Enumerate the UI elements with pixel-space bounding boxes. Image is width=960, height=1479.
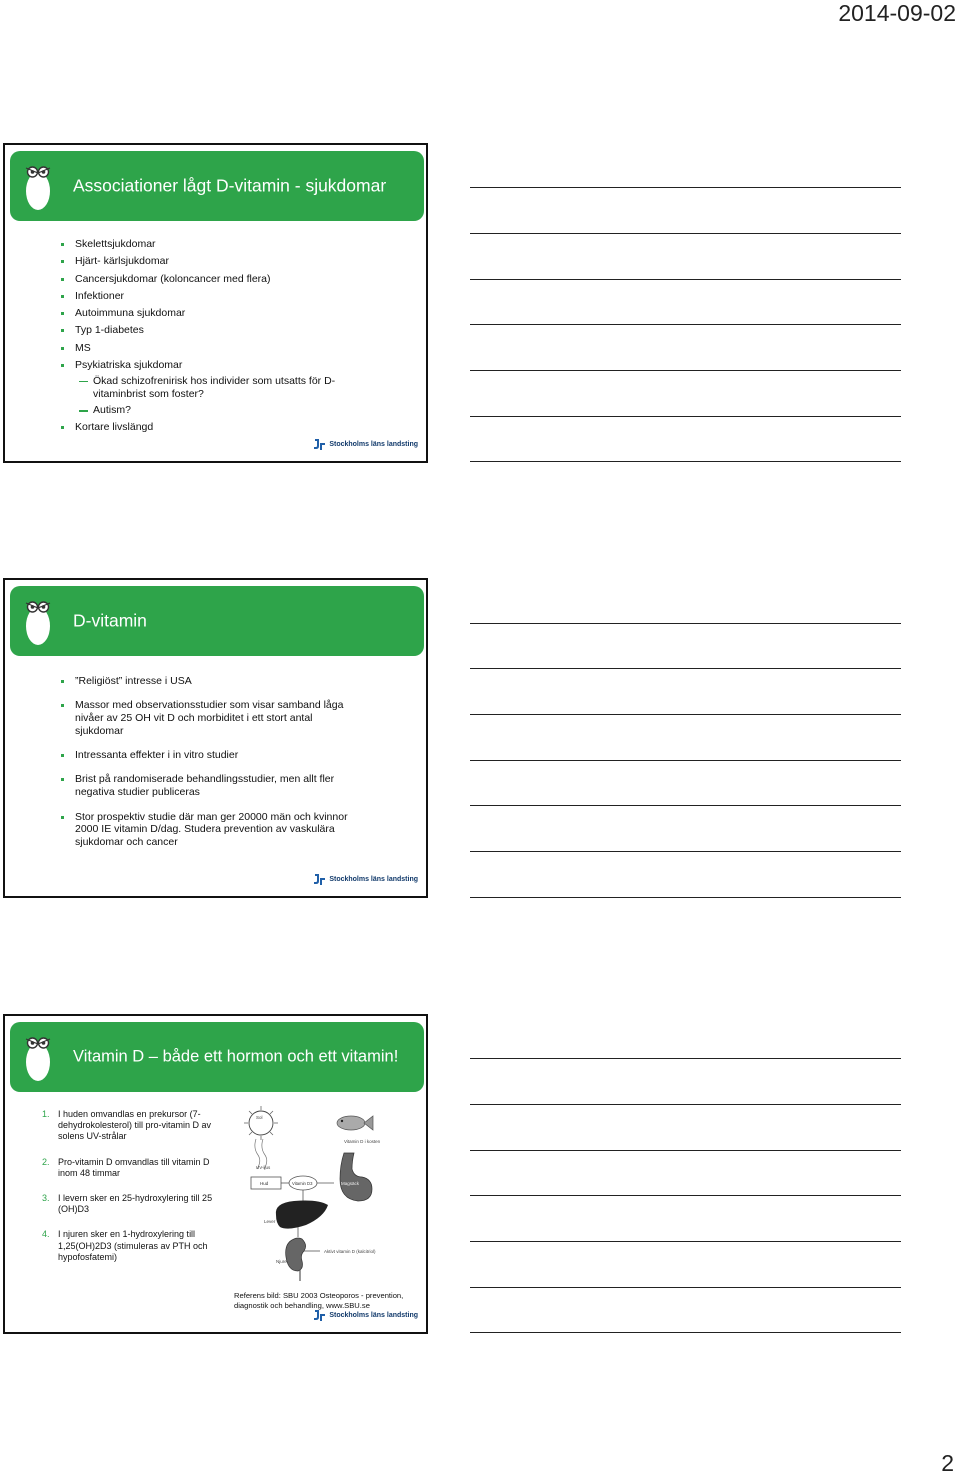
kidney-icon xyxy=(286,1238,306,1271)
diagram-label-liver: Lever xyxy=(264,1219,276,1224)
sll-logo-icon xyxy=(313,1309,326,1322)
step-number: 1. xyxy=(42,1109,50,1119)
note-line xyxy=(470,1241,901,1242)
note-line xyxy=(470,1332,901,1333)
footer-logo xyxy=(313,1309,418,1322)
list-item xyxy=(42,1156,228,1179)
diagram-label-skin: Hud xyxy=(260,1181,269,1186)
list-item: Massor med observationsstudier som visar samband låga nivåer av 25 OH vit D och morbiditet i ett stort antal sjukdomar xyxy=(75,699,355,737)
list-item: Skelettsjukdomar xyxy=(75,238,416,251)
note-line xyxy=(470,897,901,898)
page-number: 2 xyxy=(941,1450,954,1476)
step-number: 2. xyxy=(42,1156,50,1167)
footer-logo xyxy=(313,873,418,886)
note-line xyxy=(470,1104,901,1105)
slide-2 xyxy=(3,578,428,898)
sll-logo-icon xyxy=(313,873,326,886)
list-item: Cancersjukdomar (koloncancer med flera) xyxy=(75,273,416,286)
stomach-icon xyxy=(340,1153,372,1201)
step-text: I huden omvandlas en prekursor (7-dehydrokolesterol) till pro-vitamin D av solens UV-strålar xyxy=(58,1109,212,1142)
logo-text: Stockholms läns landsting xyxy=(329,876,418,883)
step-text: Pro-vitamin D omvandlas till vitamin D inom 48 timmar xyxy=(58,1156,210,1178)
list-item: Kortare livslängd xyxy=(75,421,416,434)
slide-title: Associationer lågt D-vitamin - sjukdomar xyxy=(73,175,387,196)
list-item-text: Psykiatriska sjukdomar xyxy=(75,359,183,372)
note-line xyxy=(470,416,901,417)
sun-icon xyxy=(244,1106,278,1140)
list-item: MS xyxy=(75,342,416,355)
sll-logo-icon xyxy=(313,438,326,451)
list-item xyxy=(42,1229,228,1263)
note-line xyxy=(470,668,901,669)
note-line xyxy=(470,233,901,234)
note-line xyxy=(470,461,901,462)
list-item xyxy=(42,1109,228,1143)
note-line xyxy=(470,851,901,852)
note-line xyxy=(470,370,901,371)
print-date: 2014-09-02 xyxy=(838,0,956,26)
note-line xyxy=(470,279,901,280)
sub-list xyxy=(75,375,353,417)
owl-logo-icon xyxy=(22,1034,54,1082)
footer-logo xyxy=(313,438,418,451)
diagram-label-sun: Sol xyxy=(256,1115,263,1120)
slide-title: D-vitamin xyxy=(73,610,147,631)
list-item: Autoimmuna sjukdomar xyxy=(75,307,416,320)
slide-title: Vitamin D – både ett hormon och ett vitamin! xyxy=(73,1047,399,1066)
sub-list-item: Ökad schizofrenirisk hos individer som utsatts för D-vitaminbrist som foster? xyxy=(93,375,353,401)
note-line xyxy=(470,1150,901,1151)
bullet-list xyxy=(75,238,416,434)
list-item: ”Religiöst” intresse i USA xyxy=(75,675,355,688)
diagram-label-vitd: Vitamin D3 xyxy=(292,1181,313,1186)
note-line xyxy=(470,324,901,325)
note-line xyxy=(470,714,901,715)
note-line xyxy=(470,1287,901,1288)
step-text: I njuren sker en 1-hydroxylering till 1,25(OH)2D3 (stimuleras av PTH och hypofosfatemi) xyxy=(58,1229,208,1262)
list-item: Infektioner xyxy=(75,290,416,303)
reference-text: Referens bild: SBU 2003 Osteoporos - prevention, diagnostik och behandling, www.SBU.se xyxy=(234,1291,404,1310)
slide-header xyxy=(10,151,424,221)
diagram-label-food: Vitamin D i kosten xyxy=(344,1139,381,1144)
owl-logo-icon xyxy=(22,163,54,211)
step-number: 3. xyxy=(42,1193,50,1204)
logo-text: Stockholms läns landsting xyxy=(329,441,418,448)
list-item: Typ 1-diabetes xyxy=(75,324,416,337)
diagram-label-active: Aktivt vitamin D (kalcitriol) xyxy=(324,1249,376,1254)
step-number: 4. xyxy=(42,1229,50,1240)
list-item: Hjärt- kärlsjukdomar xyxy=(75,255,416,268)
note-line xyxy=(470,187,901,188)
slide-header xyxy=(10,1022,424,1092)
logo-text: Stockholms läns landsting xyxy=(329,1312,418,1319)
list-item: Brist på randomiserade behandlingsstudier, men allt fler negativa studier publiceras xyxy=(75,773,355,799)
note-line xyxy=(470,760,901,761)
list-item xyxy=(42,1193,228,1215)
slide-header xyxy=(10,586,424,656)
step-list xyxy=(42,1109,228,1263)
list-item xyxy=(75,359,416,417)
owl-logo-icon xyxy=(22,598,54,646)
note-line xyxy=(470,1195,901,1196)
vitamin-d-diagram xyxy=(236,1103,411,1293)
liver-icon xyxy=(276,1201,328,1229)
diagram-label-kidney: Njure xyxy=(276,1259,287,1264)
diagram-label-uv: UV-ljus xyxy=(256,1165,271,1170)
list-item: Stor prospektiv studie där man ger 20000 män och kvinnor 2000 IE vitamin D/dag. Studera prevention av vaskulära sjukdomar och cancer xyxy=(75,811,355,849)
bullet-list xyxy=(75,675,355,849)
diagram-label-organ: Magsäck xyxy=(341,1181,360,1186)
note-line xyxy=(470,805,901,806)
note-line xyxy=(470,623,901,624)
note-line xyxy=(470,1058,901,1059)
slide-1 xyxy=(3,143,428,463)
sub-list-item: Autism? xyxy=(93,404,353,417)
fish-icon xyxy=(337,1116,373,1130)
step-text: I levern sker en 25-hydroxylering till 25 (OH)D3 xyxy=(58,1193,213,1215)
list-item: Intressanta effekter i in vitro studier xyxy=(75,749,355,762)
